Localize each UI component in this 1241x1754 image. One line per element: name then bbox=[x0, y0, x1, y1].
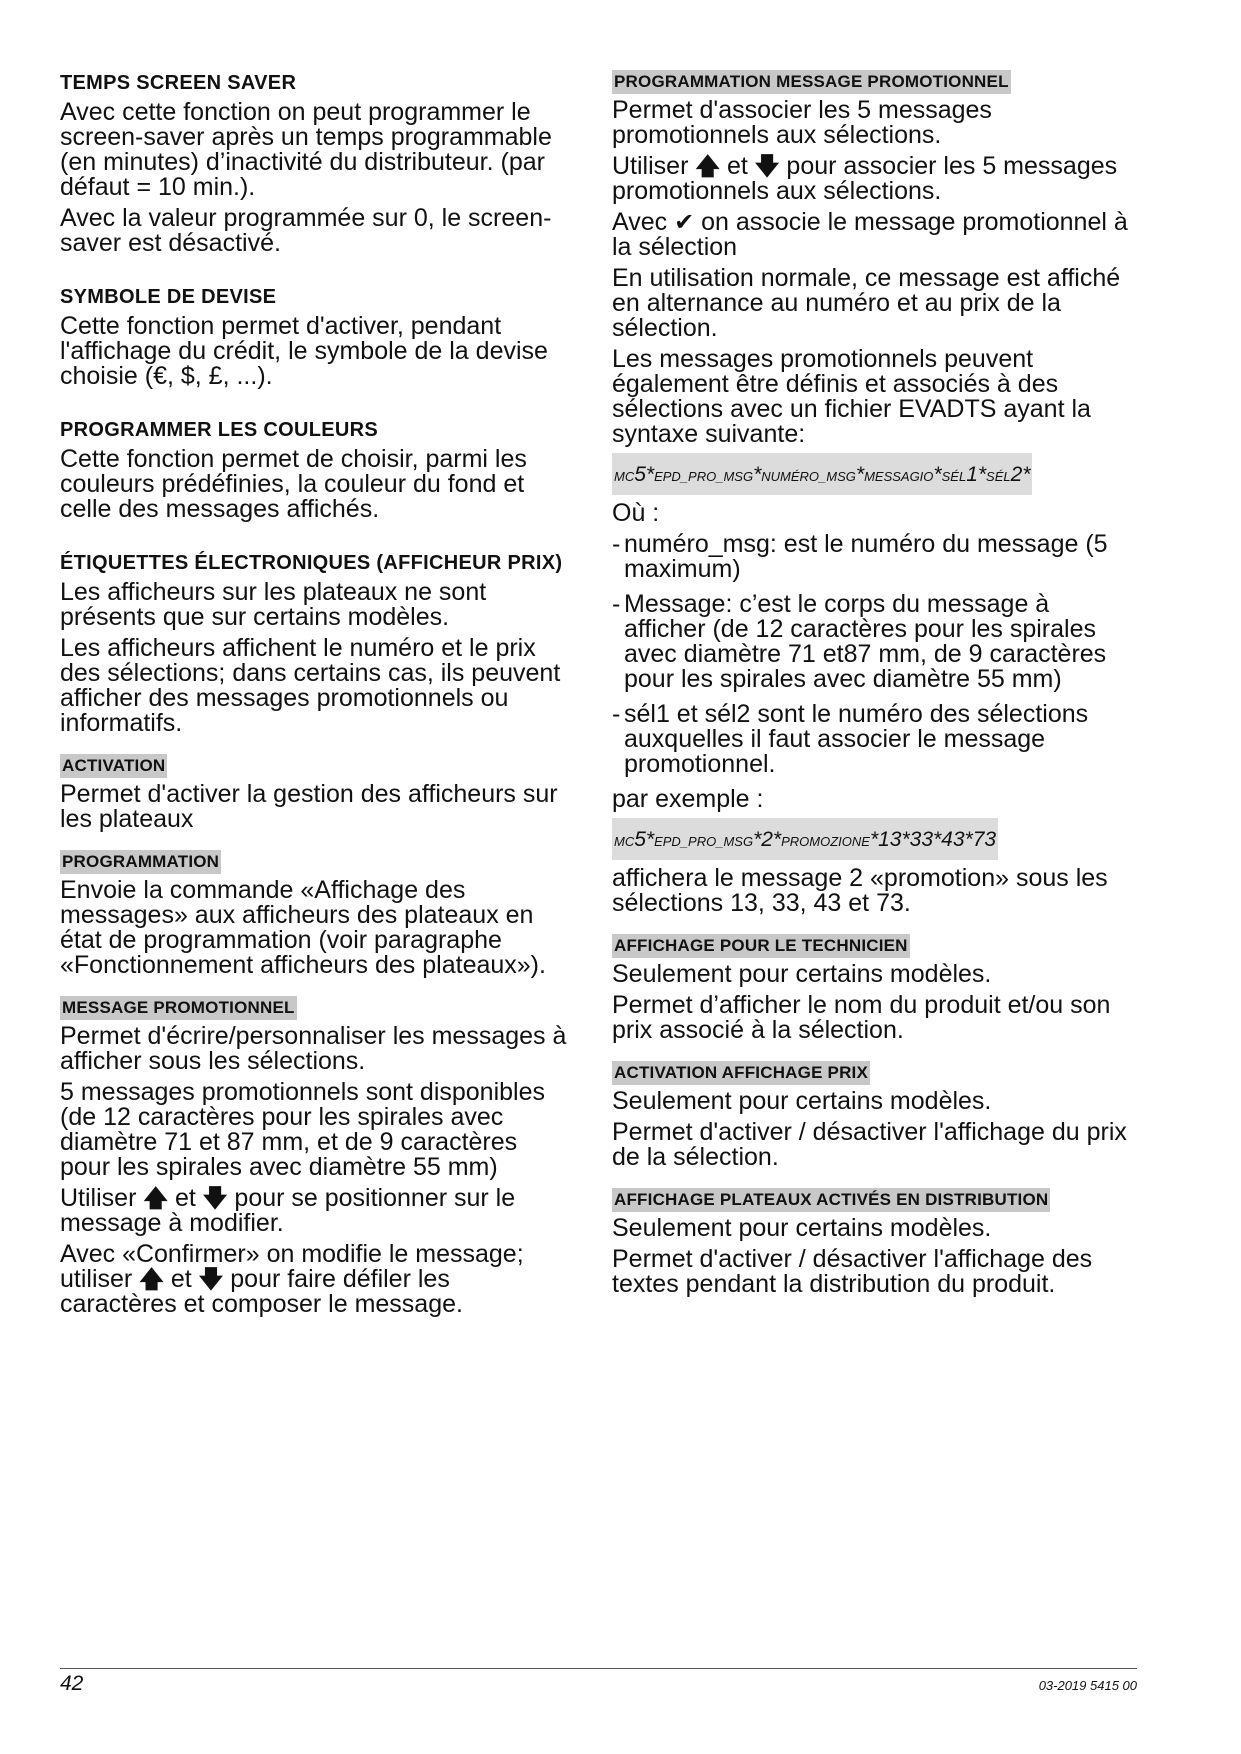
paragraph: 5 messages promotionnels sont disponibles (de 12 caractères pour les spirales avec diamètre 71 et 87 mm, et de 9 caractères pour les spirales avec diamètre 55 mm) bbox=[60, 1078, 545, 1181]
paragraph: Seulement pour certains modèles. bbox=[612, 1087, 992, 1115]
paragraph: affichera le message 2 «promotion» sous les sélections 13, 33, 43 et 73. bbox=[612, 864, 1108, 917]
example-code bbox=[612, 818, 998, 860]
definition-list bbox=[612, 532, 1137, 777]
code-fragment: PROMOZIONE bbox=[781, 834, 870, 849]
subheading-programmation-message: PROGRAMMATION MESSAGE PROMOTIONNEL bbox=[612, 70, 1011, 94]
paragraph: Permet d’afficher le nom du produit et/ou son prix associé à la sélection. bbox=[612, 991, 1111, 1044]
paragraph: Envoie la commande «Affichage des messages» aux afficheurs des plateaux en état de programmation (voir paragraphe «Fonctionnement afficheurs des plateaux»). bbox=[60, 876, 546, 979]
list-item: - Message: c’est le corps du message à afficher (de 12 caractères pour les spirales avec diamètre 71 et87 mm, de 9 caractères pour les spirales avec diamètre 55 mm) bbox=[612, 592, 1137, 692]
subheading-affichage-plateaux: AFFICHAGE PLATEAUX ACTIVÉS EN DISTRIBUTION bbox=[612, 1188, 1050, 1212]
paragraph bbox=[612, 210, 1137, 260]
code-fragment: 5* bbox=[634, 463, 655, 486]
paragraph: Permet d'associer les 5 messages promotionnels aux sélections. bbox=[612, 96, 992, 149]
subheading-message-promotionnel: MESSAGE PROMOTIONNEL bbox=[60, 996, 297, 1020]
syntax-code bbox=[612, 453, 1032, 495]
left-column bbox=[60, 70, 572, 1323]
section-heading-etiquettes: ÉTIQUETTES ÉLECTRONIQUES (AFFICHEUR PRIX) bbox=[60, 552, 563, 574]
code-fragment: * bbox=[855, 463, 865, 486]
code-fragment: * bbox=[753, 463, 762, 486]
subheading-programmation: PROGRAMMATION bbox=[60, 850, 221, 874]
text-fragment: pour associer les 5 messages promotionnels aux sélections. bbox=[612, 152, 1118, 205]
list-item: - numéro_msg: est le numéro du message (5 maximum) bbox=[612, 532, 1137, 582]
paragraph: par exemple : bbox=[612, 785, 764, 813]
code-fragment: *13*33*43*73 bbox=[869, 828, 997, 851]
code-fragment: *2* bbox=[753, 828, 782, 851]
paragraph: Où : bbox=[612, 499, 660, 527]
text-fragment: Utiliser bbox=[612, 152, 696, 180]
code-fragment: MC bbox=[614, 834, 635, 849]
paragraph: En utilisation normale, ce message est affiché en alternance au numéro et au prix de la sélection. bbox=[612, 264, 1121, 342]
text-fragment: et bbox=[163, 1265, 199, 1293]
text-fragment: on associe le message promotionnel à la sélection bbox=[612, 208, 1128, 261]
text-fragment: et bbox=[168, 1184, 203, 1212]
paragraph: Permet d'activer / désactiver l'affichage des textes pendant la distribution du produit. bbox=[612, 1245, 1093, 1298]
code-fragment: EPD_PRO_MSG bbox=[654, 834, 754, 849]
paragraph: Cette fonction permet d'activer, pendant l'affichage du crédit, le symbole de la devise choisie (€, $, £, ...). bbox=[60, 312, 548, 390]
section-heading-couleurs: PROGRAMMER LES COULEURS bbox=[60, 419, 379, 441]
code-fragment: MESSAGIO bbox=[864, 469, 934, 484]
section-heading-symbole-devise: SYMBOLE DE DEVISE bbox=[60, 286, 277, 308]
arrow-up-icon: 🡅 bbox=[143, 1185, 169, 1212]
arrow-up-icon: 🡅 bbox=[139, 1266, 164, 1293]
code-fragment: MC bbox=[614, 469, 635, 484]
footer-divider bbox=[60, 1668, 1137, 1669]
document-reference: 03-2019 5415 00 bbox=[1038, 1678, 1137, 1693]
paragraph: Avec la valeur programmée sur 0, le screen-saver est désactivé. bbox=[60, 204, 552, 257]
code-fragment: 2* bbox=[1010, 463, 1031, 486]
paragraph: Seulement pour certains modèles. bbox=[612, 1214, 992, 1242]
arrow-down-icon: 🡇 bbox=[754, 153, 780, 180]
paragraph: Les afficheurs sur les plateaux ne sont présents que sur certains modèles. bbox=[60, 578, 487, 631]
paragraph: Avec cette fonction on peut programmer le screen-saver après un temps programmable (en minutes) d’inactivité du distributeur. (par défaut = 10 min.). bbox=[60, 98, 552, 201]
code-fragment: * bbox=[933, 463, 942, 486]
paragraph: Cette fonction permet de choisir, parmi les couleurs prédéfinies, la couleur du fond et celle des messages affichés. bbox=[60, 445, 527, 523]
paragraph bbox=[60, 1186, 572, 1236]
subheading-affichage-technicien: AFFICHAGE POUR LE TECHNICIEN bbox=[612, 934, 910, 958]
paragraph bbox=[60, 1242, 572, 1317]
paragraph: Les afficheurs affichent le numéro et le prix des sélections; dans certains cas, ils peuvent afficher des messages promotionnels ou informatifs. bbox=[60, 634, 561, 737]
paragraph: Permet d'activer la gestion des afficheurs sur les plateaux bbox=[60, 780, 558, 833]
subheading-activation-affichage-prix: ACTIVATION AFFICHAGE PRIX bbox=[612, 1061, 870, 1085]
check-icon: ✔ bbox=[674, 209, 695, 236]
paragraph: Les messages promotionnels peuvent également être définis et associés à des sélections avec un fichier EVADTS ayant la syntaxe suivante: bbox=[612, 345, 1091, 448]
code-fragment: 5* bbox=[634, 828, 655, 851]
subheading-activation: ACTIVATION bbox=[60, 754, 167, 778]
paragraph: Permet d'activer / désactiver l'affichage du prix de la sélection. bbox=[612, 1118, 1127, 1171]
code-fragment: NUMÉRO_MSG bbox=[761, 469, 856, 484]
code-fragment: EPD_PRO_MSG bbox=[654, 469, 754, 484]
paragraph bbox=[612, 154, 1137, 204]
paragraph: Permet d'écrire/personnaliser les messages à afficher sous les sélections. bbox=[60, 1022, 567, 1075]
list-item: - sél1 et sél2 sont le numéro des sélections auxquelles il faut associer le message promotionnel. bbox=[612, 702, 1137, 777]
paragraph: Seulement pour certains modèles. bbox=[612, 960, 992, 988]
arrow-up-icon: 🡅 bbox=[695, 153, 721, 180]
section-heading-temps-screen-saver: TEMPS SCREEN SAVER bbox=[60, 72, 297, 94]
arrow-down-icon: 🡇 bbox=[198, 1266, 224, 1293]
text-fragment: et bbox=[720, 152, 755, 180]
code-fragment: 1* bbox=[966, 463, 987, 486]
text-fragment: pour se positionner sur le message à modifier. bbox=[60, 1184, 516, 1237]
right-column bbox=[612, 70, 1137, 1303]
text-fragment: Avec bbox=[612, 208, 675, 236]
code-fragment: SÉL bbox=[986, 469, 1011, 484]
page-number: 42 bbox=[60, 1672, 84, 1695]
code-fragment: SÉL bbox=[941, 469, 967, 484]
text-fragment: Utiliser bbox=[60, 1184, 144, 1212]
arrow-down-icon: 🡇 bbox=[202, 1185, 228, 1212]
text-fragment: pour faire défiler les caractères et composer le message. bbox=[60, 1265, 463, 1318]
text-fragment: Avec «Confirmer» on modifie le message; utiliser bbox=[60, 1240, 524, 1293]
